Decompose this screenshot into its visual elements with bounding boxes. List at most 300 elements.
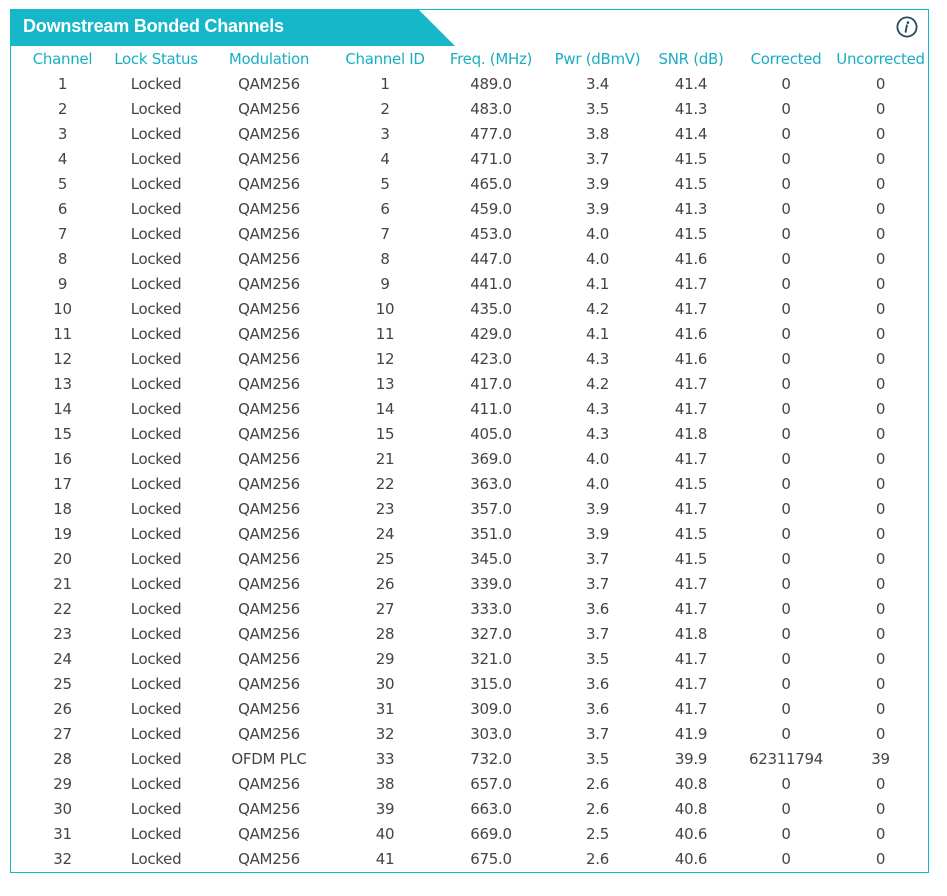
- cell-channel-id: 7: [380, 224, 390, 243]
- cell-corrected: 0: [781, 349, 791, 368]
- cell-snr: 41.5: [674, 174, 708, 193]
- cell-modulation: QAM256: [238, 724, 300, 743]
- cell-lock-status: Locked: [130, 574, 182, 593]
- cell-lock-status: Locked: [130, 849, 182, 868]
- cell-channel-id: 9: [380, 274, 390, 293]
- cell-lock-status: Locked: [130, 649, 182, 668]
- cell-channel-id: 8: [380, 249, 390, 268]
- cell-lock-status: Locked: [130, 599, 182, 618]
- cell-modulation: QAM256: [238, 349, 300, 368]
- cell-channel: 5: [57, 174, 68, 193]
- cell-power: 4.3: [586, 399, 609, 418]
- cell-corrected: 0: [781, 449, 791, 468]
- cell-uncorrected: 0: [875, 99, 886, 118]
- cell-channel: 16: [53, 449, 72, 468]
- cell-modulation: QAM256: [238, 274, 300, 293]
- cell-frequency: 333.0: [470, 599, 512, 618]
- cell-power: 4.0: [586, 249, 609, 268]
- table-row: [11, 196, 928, 221]
- cell-modulation: QAM256: [238, 849, 300, 868]
- table-row: [11, 421, 928, 446]
- cell-uncorrected: 0: [875, 324, 886, 343]
- cell-modulation: QAM256: [238, 249, 300, 268]
- cell-channel-id: 13: [375, 374, 395, 393]
- cell-corrected: 0: [781, 174, 791, 193]
- cell-corrected: 0: [781, 274, 791, 293]
- cell-power: 4.1: [586, 274, 609, 293]
- cell-corrected: 0: [781, 624, 791, 643]
- cell-frequency: 429.0: [470, 324, 512, 343]
- cell-corrected: 0: [781, 124, 791, 143]
- cell-uncorrected: 0: [875, 624, 886, 643]
- cell-channel-id: 2: [380, 99, 390, 118]
- cell-corrected: 0: [781, 75, 791, 93]
- cell-uncorrected: 0: [875, 724, 886, 743]
- cell-snr: 41.7: [674, 274, 708, 293]
- cell-uncorrected: 0: [875, 824, 886, 843]
- cell-lock-status: Locked: [130, 724, 182, 743]
- cell-frequency: 369.0: [470, 449, 512, 468]
- cell-channel-id: 40: [375, 824, 395, 843]
- cell-power: 2.6: [586, 799, 609, 818]
- cell-channel: 28: [53, 749, 72, 768]
- cell-snr: 41.8: [674, 424, 708, 443]
- cell-modulation: QAM256: [238, 674, 300, 693]
- cell-modulation: QAM256: [238, 474, 300, 493]
- cell-modulation: QAM256: [238, 174, 300, 193]
- cell-corrected: 0: [781, 699, 791, 718]
- cell-uncorrected: 0: [875, 449, 886, 468]
- cell-frequency: 303.0: [470, 724, 512, 743]
- cell-power: 4.1: [586, 324, 609, 343]
- cell-frequency: 732.0: [470, 749, 512, 768]
- cell-channel: 20: [53, 549, 72, 568]
- cell-channel: 29: [53, 774, 72, 793]
- cell-snr: 41.7: [674, 699, 708, 718]
- cell-channel: 26: [53, 699, 72, 718]
- cell-channel: 2: [57, 99, 68, 118]
- info-circle-icon[interactable]: [896, 16, 918, 38]
- table-row: [11, 496, 928, 521]
- cell-corrected: 0: [781, 324, 791, 343]
- cell-snr: 41.4: [674, 75, 708, 93]
- table-row: [11, 246, 928, 271]
- cell-power: 3.7: [586, 549, 609, 568]
- cell-frequency: 309.0: [470, 699, 512, 718]
- cell-channel-id: 38: [375, 774, 395, 793]
- cell-lock-status: Locked: [130, 524, 182, 543]
- cell-snr: 39.9: [674, 749, 708, 768]
- cell-modulation: QAM256: [238, 824, 300, 843]
- cell-lock-status: Locked: [130, 449, 182, 468]
- cell-channel-id: 31: [375, 699, 395, 718]
- cell-corrected: 62311794: [749, 749, 823, 768]
- cell-uncorrected: 0: [875, 849, 886, 868]
- table-row: [11, 271, 928, 296]
- cell-lock-status: Locked: [130, 249, 182, 268]
- cell-modulation: QAM256: [238, 799, 300, 818]
- column-header-modulation: Modulation: [228, 49, 310, 68]
- cell-uncorrected: 0: [875, 599, 886, 618]
- cell-power: 3.7: [586, 624, 609, 643]
- cell-power: 4.0: [586, 474, 609, 493]
- cell-channel-id: 3: [380, 124, 390, 143]
- cell-channel: 15: [53, 424, 72, 443]
- cell-lock-status: Locked: [130, 399, 182, 418]
- cell-corrected: 0: [781, 474, 791, 493]
- cell-channel-id: 41: [375, 849, 395, 868]
- cell-snr: 41.7: [674, 449, 708, 468]
- cell-power: 3.6: [586, 699, 609, 718]
- cell-frequency: 327.0: [470, 624, 512, 643]
- cell-uncorrected: 0: [875, 799, 886, 818]
- cell-snr: 41.7: [674, 599, 708, 618]
- table-row: [11, 571, 928, 596]
- cell-channel-id: 23: [375, 499, 395, 518]
- cell-uncorrected: 39: [871, 749, 890, 768]
- cell-channel: 18: [53, 499, 72, 518]
- cell-frequency: 339.0: [470, 574, 512, 593]
- cell-channel: 6: [57, 199, 68, 218]
- cell-lock-status: Locked: [130, 274, 182, 293]
- cell-snr: 40.8: [674, 774, 708, 793]
- cell-lock-status: Locked: [130, 749, 182, 768]
- table-row: [11, 771, 928, 796]
- cell-channel-id: 26: [375, 574, 395, 593]
- column-header-lock-status: Lock Status: [114, 49, 198, 68]
- table-row: [11, 171, 928, 196]
- cell-uncorrected: 0: [875, 224, 886, 243]
- cell-channel-id: 12: [375, 349, 395, 368]
- cell-lock-status: Locked: [130, 349, 182, 368]
- cell-corrected: 0: [781, 549, 791, 568]
- cell-lock-status: Locked: [130, 499, 182, 518]
- cell-snr: 40.6: [674, 849, 708, 868]
- cell-uncorrected: 0: [875, 274, 886, 293]
- cell-modulation: QAM256: [238, 624, 300, 643]
- cell-frequency: 453.0: [470, 224, 512, 243]
- cell-power: 3.7: [586, 574, 609, 593]
- cell-lock-status: Locked: [130, 75, 182, 93]
- cell-channel: 24: [53, 649, 72, 668]
- table-row: [11, 396, 928, 421]
- cell-lock-status: Locked: [130, 224, 182, 243]
- table-row: [11, 846, 928, 871]
- cell-power: 3.4: [586, 75, 609, 93]
- cell-frequency: 663.0: [470, 799, 512, 818]
- cell-frequency: 471.0: [470, 149, 512, 168]
- cell-channel: 30: [53, 799, 72, 818]
- cell-uncorrected: 0: [875, 374, 886, 393]
- cell-snr: 40.8: [674, 799, 708, 818]
- cell-corrected: 0: [781, 774, 791, 793]
- panel-title-tab: [10, 9, 455, 46]
- cell-snr: 41.5: [674, 474, 708, 493]
- cell-uncorrected: 0: [875, 149, 886, 168]
- cell-channel: 31: [53, 824, 72, 843]
- cell-channel-id: 6: [380, 199, 390, 218]
- cell-channel: 27: [53, 724, 72, 743]
- cell-modulation: QAM256: [238, 499, 300, 518]
- cell-snr: 41.4: [674, 124, 708, 143]
- cell-channel: 25: [53, 674, 72, 693]
- cell-frequency: 657.0: [470, 774, 512, 793]
- cell-channel: 32: [53, 849, 72, 868]
- cell-snr: 41.3: [674, 199, 708, 218]
- cell-power: 4.3: [586, 349, 609, 368]
- cell-channel-id: 29: [375, 649, 395, 668]
- cell-modulation: QAM256: [238, 449, 300, 468]
- cell-modulation: QAM256: [238, 424, 300, 443]
- cell-snr: 41.6: [674, 324, 708, 343]
- cell-power: 2.6: [586, 774, 609, 793]
- cell-power: 3.5: [586, 99, 609, 118]
- cell-snr: 41.6: [674, 349, 708, 368]
- cell-channel: 19: [53, 524, 72, 543]
- cell-lock-status: Locked: [130, 199, 182, 218]
- cell-channel: 1: [57, 75, 68, 93]
- cell-lock-status: Locked: [130, 149, 182, 168]
- table-row: [11, 746, 928, 771]
- cell-snr: 41.7: [674, 374, 708, 393]
- cell-power: 3.6: [586, 674, 609, 693]
- cell-uncorrected: 0: [875, 499, 886, 518]
- cell-frequency: 675.0: [470, 849, 512, 868]
- cell-corrected: 0: [781, 849, 791, 868]
- cell-modulation: QAM256: [238, 549, 300, 568]
- table-row: [11, 646, 928, 671]
- cell-corrected: 0: [781, 374, 791, 393]
- cell-power: 4.0: [586, 224, 609, 243]
- cell-uncorrected: 0: [875, 399, 886, 418]
- cell-snr: 41.7: [674, 499, 708, 518]
- cell-snr: 41.5: [674, 149, 708, 168]
- cell-uncorrected: 0: [875, 774, 886, 793]
- table-row: [11, 621, 928, 646]
- cell-snr: 41.5: [674, 524, 708, 543]
- cell-channel-id: 27: [375, 599, 395, 618]
- cell-frequency: 411.0: [470, 399, 512, 418]
- table-row: [11, 96, 928, 121]
- cell-channel-id: 5: [380, 174, 390, 193]
- cell-corrected: 0: [781, 574, 791, 593]
- cell-frequency: 447.0: [470, 249, 512, 268]
- cell-power: 3.5: [586, 649, 609, 668]
- cell-snr: 41.5: [674, 549, 708, 568]
- cell-lock-status: Locked: [130, 474, 182, 493]
- cell-uncorrected: 0: [875, 174, 886, 193]
- cell-channel: 4: [57, 149, 68, 168]
- cell-corrected: 0: [781, 249, 791, 268]
- cell-corrected: 0: [781, 649, 791, 668]
- downstream-channels-table: [11, 45, 928, 871]
- cell-power: 3.9: [586, 199, 609, 218]
- cell-corrected: 0: [781, 149, 791, 168]
- cell-channel-id: 24: [375, 524, 395, 543]
- cell-power: 4.2: [586, 374, 609, 393]
- cell-power: 3.9: [586, 499, 609, 518]
- cell-frequency: 345.0: [470, 549, 512, 568]
- cell-snr: 41.7: [674, 649, 708, 668]
- cell-lock-status: Locked: [130, 324, 182, 343]
- cell-frequency: 357.0: [470, 499, 512, 518]
- cell-power: 3.7: [586, 724, 609, 743]
- cell-corrected: 0: [781, 824, 791, 843]
- cell-frequency: 423.0: [470, 349, 512, 368]
- table-row: [11, 521, 928, 546]
- table-row: [11, 121, 928, 146]
- cell-lock-status: Locked: [130, 699, 182, 718]
- cell-channel: 7: [57, 224, 68, 243]
- cell-lock-status: Locked: [130, 549, 182, 568]
- cell-snr: 41.5: [674, 224, 708, 243]
- cell-modulation: QAM256: [238, 75, 300, 93]
- cell-channel: 3: [57, 124, 68, 143]
- cell-power: 3.6: [586, 599, 609, 618]
- cell-frequency: 435.0: [470, 299, 512, 318]
- cell-uncorrected: 0: [875, 549, 886, 568]
- cell-uncorrected: 0: [875, 699, 886, 718]
- cell-power: 2.6: [586, 849, 609, 868]
- cell-power: 3.8: [586, 124, 609, 143]
- cell-snr: 41.7: [674, 674, 708, 693]
- cell-modulation: QAM256: [238, 699, 300, 718]
- cell-channel-id: 11: [375, 324, 395, 343]
- cell-uncorrected: 0: [875, 649, 886, 668]
- cell-corrected: 0: [781, 424, 791, 443]
- cell-modulation: QAM256: [238, 199, 300, 218]
- cell-lock-status: Locked: [130, 774, 182, 793]
- cell-channel-id: 28: [375, 624, 395, 643]
- cell-channel: 21: [53, 574, 72, 593]
- cell-snr: 41.3: [674, 99, 708, 118]
- cell-channel-id: 33: [375, 749, 395, 768]
- column-header-corrected: Corrected: [750, 49, 822, 68]
- cell-frequency: 669.0: [470, 824, 512, 843]
- cell-channel-id: 21: [375, 449, 395, 468]
- cell-uncorrected: 0: [875, 75, 886, 93]
- cell-lock-status: Locked: [130, 624, 182, 643]
- table-row: [11, 296, 928, 321]
- table-row: [11, 371, 928, 396]
- column-header-power: Pwr (dBmV): [554, 49, 641, 68]
- cell-modulation: QAM256: [238, 374, 300, 393]
- cell-power: 3.7: [586, 149, 609, 168]
- cell-modulation: QAM256: [238, 524, 300, 543]
- cell-snr: 41.7: [674, 574, 708, 593]
- cell-frequency: 351.0: [470, 524, 512, 543]
- cell-modulation: QAM256: [238, 99, 300, 118]
- column-header-frequency: Freq. (MHz): [449, 49, 533, 68]
- cell-lock-status: Locked: [130, 824, 182, 843]
- cell-modulation: QAM256: [238, 649, 300, 668]
- cell-lock-status: Locked: [130, 374, 182, 393]
- cell-corrected: 0: [781, 799, 791, 818]
- cell-modulation: QAM256: [238, 324, 300, 343]
- cell-channel-id: 10: [375, 299, 395, 318]
- cell-uncorrected: 0: [875, 474, 886, 493]
- cell-channel-id: 1: [380, 75, 390, 93]
- cell-snr: 41.8: [674, 624, 708, 643]
- column-header-channel-id: Channel ID: [345, 49, 425, 68]
- cell-modulation: QAM256: [238, 124, 300, 143]
- cell-frequency: 459.0: [470, 199, 512, 218]
- cell-lock-status: Locked: [130, 424, 182, 443]
- cell-channel-id: 4: [380, 149, 390, 168]
- cell-lock-status: Locked: [130, 674, 182, 693]
- table-row: [11, 471, 928, 496]
- cell-modulation: OFDM PLC: [231, 749, 307, 768]
- cell-modulation: QAM256: [238, 574, 300, 593]
- cell-lock-status: Locked: [130, 124, 182, 143]
- cell-frequency: 483.0: [470, 99, 512, 118]
- table-row: [11, 596, 928, 621]
- cell-lock-status: Locked: [130, 99, 182, 118]
- cell-corrected: 0: [781, 524, 791, 543]
- cell-power: 2.5: [586, 824, 609, 843]
- cell-frequency: 465.0: [470, 174, 512, 193]
- cell-power: 3.9: [586, 524, 609, 543]
- cell-uncorrected: 0: [875, 674, 886, 693]
- table-header-row: [11, 45, 928, 72]
- cell-corrected: 0: [781, 224, 791, 243]
- table-row: [11, 696, 928, 721]
- table-row: [11, 546, 928, 571]
- cell-channel: 23: [53, 624, 72, 643]
- cell-power: 3.9: [586, 174, 609, 193]
- cell-uncorrected: 0: [875, 199, 886, 218]
- cell-frequency: 405.0: [470, 424, 512, 443]
- cell-lock-status: Locked: [130, 799, 182, 818]
- column-header-uncorrected: Uncorrected: [836, 49, 925, 68]
- cell-channel-id: 22: [375, 474, 395, 493]
- cell-channel: 14: [53, 399, 72, 418]
- cell-modulation: QAM256: [238, 399, 300, 418]
- cell-channel: 11: [53, 324, 72, 343]
- cell-modulation: QAM256: [238, 299, 300, 318]
- cell-corrected: 0: [781, 724, 791, 743]
- cell-uncorrected: 0: [875, 524, 886, 543]
- cell-uncorrected: 0: [875, 574, 886, 593]
- cell-snr: 40.6: [674, 824, 708, 843]
- cell-channel-id: 32: [375, 724, 395, 743]
- cell-corrected: 0: [781, 599, 791, 618]
- cell-power: 4.2: [586, 299, 609, 318]
- cell-corrected: 0: [781, 499, 791, 518]
- cell-channel: 22: [53, 599, 72, 618]
- table-row: [11, 821, 928, 846]
- cell-frequency: 417.0: [470, 374, 512, 393]
- cell-corrected: 0: [781, 199, 791, 218]
- cell-corrected: 0: [781, 299, 791, 318]
- cell-uncorrected: 0: [875, 299, 886, 318]
- column-header-channel: Channel: [32, 49, 93, 68]
- table-body: [11, 72, 928, 871]
- cell-channel-id: 14: [375, 399, 395, 418]
- cell-frequency: 477.0: [470, 124, 512, 143]
- table-row: [11, 72, 928, 96]
- cell-frequency: 441.0: [470, 274, 512, 293]
- cell-channel: 13: [53, 374, 72, 393]
- cell-snr: 41.9: [674, 724, 708, 743]
- table-row: [11, 321, 928, 346]
- cell-channel-id: 30: [375, 674, 395, 693]
- cell-channel-id: 25: [375, 549, 395, 568]
- cell-modulation: QAM256: [238, 224, 300, 243]
- cell-corrected: 0: [781, 99, 791, 118]
- cell-channel-id: 39: [375, 799, 395, 818]
- cell-snr: 41.7: [674, 399, 708, 418]
